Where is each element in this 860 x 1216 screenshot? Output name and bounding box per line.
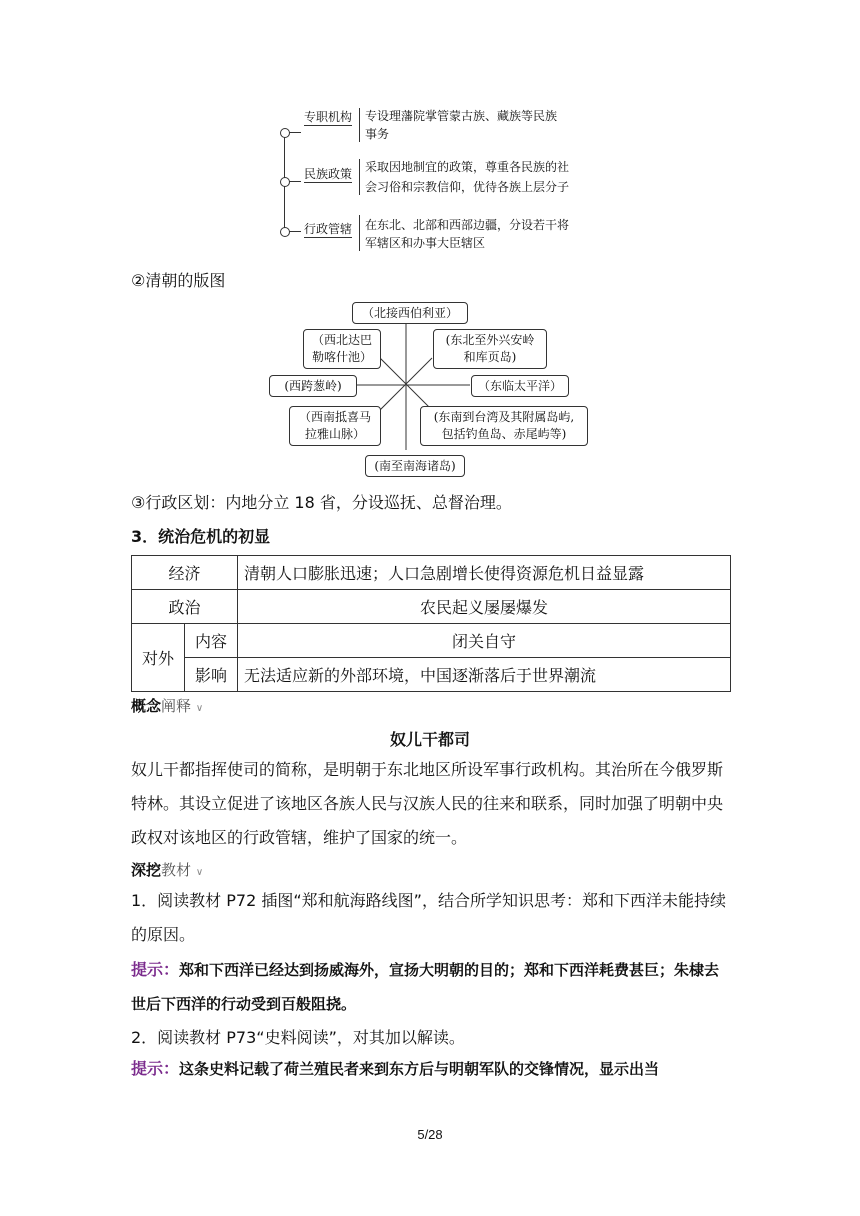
explore-tag xyxy=(131,859,203,880)
map-northwest-box: （西北达巴 勒喀什池） xyxy=(303,329,381,369)
explore-tag-bold: 深挖 xyxy=(131,861,162,879)
page-number: 5/28 xyxy=(417,1127,443,1142)
map-northeast-box: (东北至外兴安岭 和库页岛) xyxy=(433,329,547,369)
heading-crisis: 3．统治危机的初显 xyxy=(131,527,271,546)
diagram-label-policy: 民族政策 xyxy=(304,167,353,181)
concept-tag-bold: 概念 xyxy=(131,697,162,715)
hint-label: 提示： xyxy=(131,1059,180,1078)
table-row xyxy=(132,590,731,624)
diagram-label-admin: 行政管辖 xyxy=(304,222,353,236)
concept-body: 奴儿干都指挥使司的简称，是明朝于东北地区所设军事行政机构。其治所在今俄罗斯特林。其设立促进了该地区各族人民与汉族人民的往来和联系，同时加强了明朝中央政权对该地区的行政管辖，维护了国家的统一。 xyxy=(131,760,724,847)
question-2: 2．阅读教材 P73“史料阅读”，对其加以解读。 xyxy=(131,1028,465,1047)
concept-title: 奴儿干都司 xyxy=(389,730,470,749)
table-cell-label: 政治 xyxy=(132,590,238,624)
table-cell-label: 对外 xyxy=(132,624,185,692)
section-admin-division: ③行政区划：内地分立 18 省，分设巡抚、总督治理。 xyxy=(131,493,512,512)
question-1: 1．阅读教材 P72 插图“郑和航海路线图”，结合所学知识思考：郑和下西洋未能持续的原因。 xyxy=(131,891,726,944)
table-cell-value: 无法适应新的外部环境，中国逐渐落后于世界潮流 xyxy=(238,658,731,692)
answer-1-text: 郑和下西洋已经达到扬威海外，宣扬大明朝的目的；郑和下西洋耗费甚巨；朱棣去世后下西洋的行动受到百般阻挠。 xyxy=(131,961,720,1013)
diagram-desc-admin-1: 在东北、北部和西部边疆，分设若干将 xyxy=(365,218,570,232)
table-cell-sublabel: 影响 xyxy=(185,658,238,692)
map-south-box: (南至南海诸岛) xyxy=(365,455,465,477)
concept-tag xyxy=(131,695,203,716)
answer-2-text: 这条史料记载了荷兰殖民者来到东方后与明朝军队的交锋情况，显示出当 xyxy=(179,1060,660,1078)
explore-tag-light: 教材 xyxy=(161,861,192,879)
table-cell-value: 清朝人口膨胀迅速；人口急剧增长使得资源危机日益显露 xyxy=(238,556,731,590)
answer-1 xyxy=(131,953,731,1021)
hint-label: 提示： xyxy=(131,960,180,979)
chevron-down-icon: ∨ xyxy=(195,867,204,878)
table-cell-value: 农民起义屡屡爆发 xyxy=(238,590,731,624)
table-cell-sublabel: 内容 xyxy=(185,624,238,658)
answer-2 xyxy=(131,1052,731,1086)
crisis-table xyxy=(131,555,731,692)
concept-tag-light: 阐释 xyxy=(161,697,192,715)
diagram-desc-policy-2: 会习俗和宗教信仰，优待各族上层分子 xyxy=(365,180,570,194)
diagram-desc-agency-1: 专设理藩院掌管蒙古族、藏族等民族 xyxy=(365,109,558,123)
table-row xyxy=(132,658,731,692)
map-west-box: (西跨葱岭) xyxy=(269,375,357,397)
diagram-label-agency: 专职机构 xyxy=(304,110,353,124)
diagram-desc-agency-2: 事务 xyxy=(365,127,390,141)
table-row xyxy=(132,624,731,658)
table-row xyxy=(132,556,731,590)
map-southwest-box: （西南抵喜马 拉雅山脉） xyxy=(289,406,381,446)
diagram-desc-policy-1: 采取因地制宜的政策，尊重各民族的社 xyxy=(365,160,570,174)
map-east-box: （东临太平洋） xyxy=(471,375,569,397)
map-north-box: （北接西伯利亚） xyxy=(352,302,468,324)
section-title-territory: ②清朝的版图 xyxy=(131,271,226,290)
diagram-desc-admin-2: 军辖区和办事大臣辖区 xyxy=(365,236,486,250)
chevron-down-icon: ∨ xyxy=(195,703,204,714)
map-southeast-box: (东南到台湾及其附属岛屿, 包括钓鱼岛、赤尾屿等) xyxy=(420,406,588,446)
table-cell-value: 闭关自守 xyxy=(238,624,731,658)
table-cell-label: 经济 xyxy=(132,556,238,590)
